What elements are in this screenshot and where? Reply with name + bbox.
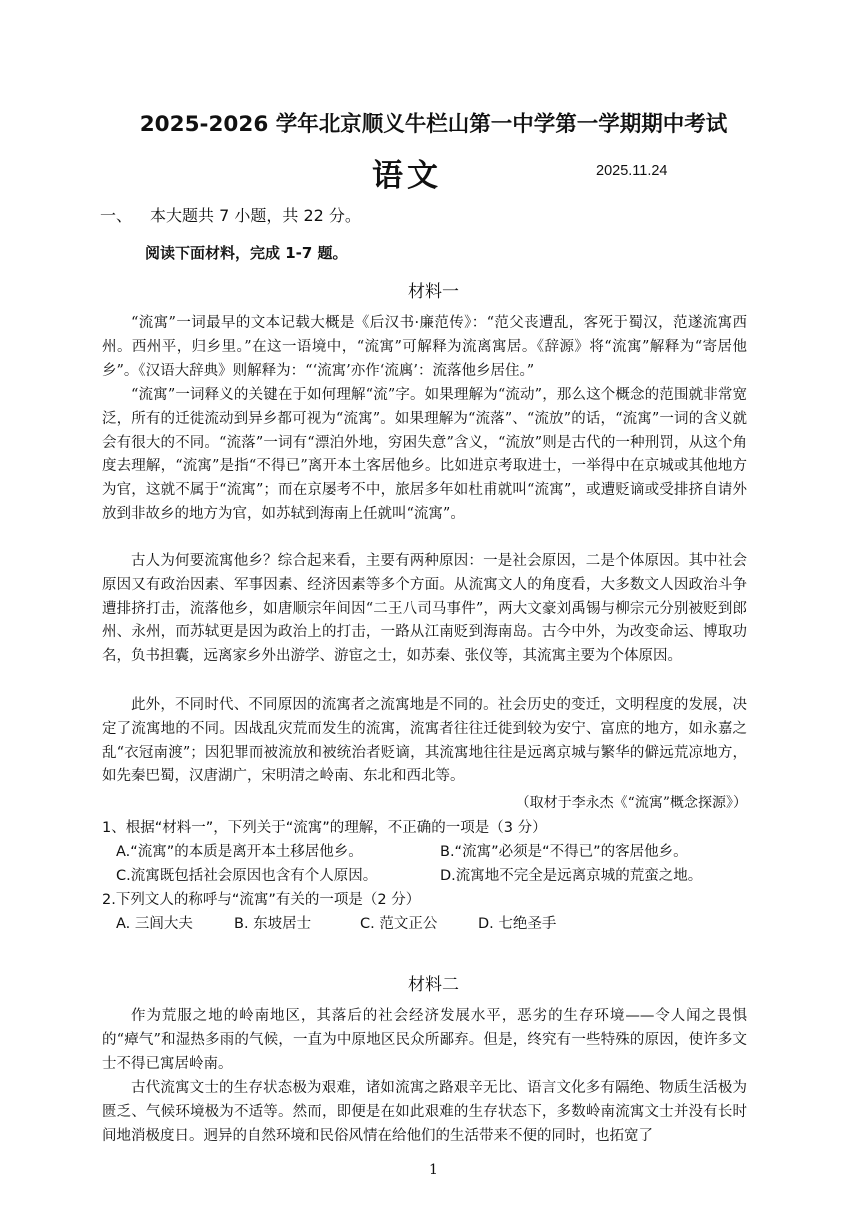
- material2-paragraph: 古代流寓文士的生存状态极为艰难，诸如流寓之路艰辛无比、语言文化多有隔绝、物质生活极为匮乏、气候环境极为不适等。然而，即便是在如此艰难的生存状态下，多数岭南流寓文士并没有长时间地消极度日。迥异的自然环境和民俗风情在给他们的生活带来不便的同时，也拓宽了: [102, 1080, 747, 1144]
- question-2-option-d: D. 七绝圣手: [478, 916, 557, 932]
- exam-date: 2025.11.24: [596, 163, 668, 179]
- reading-instruction: 阅读下面材料，完成 1-7 题。: [145, 244, 348, 262]
- exam-title: 2025-2026 学年北京顺义牛栏山第一中学第一学期期中考试: [139, 112, 728, 137]
- material2-title: 材料二: [408, 975, 459, 995]
- section-number: 一、: [100, 206, 133, 225]
- section-description: 本大题共 7 小题，共 22 分。: [150, 206, 361, 225]
- question-2-stem: 2.下列文人的称呼与“流寓”有关的一项是（2 分）: [102, 892, 421, 908]
- question-1-option-d: D.流寓地不完全是远离京城的荒蛮之地。: [440, 868, 703, 884]
- material1-title: 材料一: [408, 282, 459, 302]
- material2-paragraph: 作为荒服之地的岭南地区，其落后的社会经济发展水平，恶劣的生存环境——令人闻之畏惧的“瘴气”和湿热多雨的气候，一直为中原地区民众所鄙弃。但是，终究有一些特殊的原因，使许多文士不得已寓居岭南。: [102, 1008, 747, 1072]
- question-2-option-a: A. 三闾大夫: [116, 916, 193, 932]
- question-1-option-b: B.“流寓”必须是“不得已”的客居他乡。: [440, 844, 688, 860]
- material1-paragraph: 此外，不同时代、不同原因的流寓者之流寓地是不同的。社会历史的变迁，文明程度的发展，决定了流寓地的不同。因战乱灾荒而发生的流寓，流寓者往往迁徙到较为安宁、富庶的地方，如永嘉之乱“衣冠南渡”；因犯罪而被流放和被统治者贬谪，其流寓地往往是远离京城与繁华的僻远荒凉地方，如先秦巴蜀，汉唐湖广，宋明清之岭南、东北和西北等。: [102, 697, 747, 785]
- question-2-option-c: C. 范文正公: [360, 916, 438, 932]
- question-1-stem: 1、根据“材料一”，下列关于“流寓”的理解，不正确的一项是（3 分）: [102, 820, 547, 836]
- subject-title: 语文: [372, 158, 442, 194]
- material1-paragraph: 古人为何要流寓他乡？综合起来看，主要有两种原因：一是社会原因，二是个体原因。其中社会原因又有政治因素、军事因素、经济因素等多个方面。从流寓文人的角度看，大多数文人因政治斗争遭排挤打击，流落他乡，如唐顺宗年间因“二王八司马事件”，两大文豪刘禹锡与柳宗元分别被贬到郎州、永州，而苏轼更是因为政治上的打击，一路从江南贬到海南岛。古今中外，为改变命运、博取功名，负书担囊，远离家乡外出游学、游宦之士，如苏秦、张仪等，其流寓主要为个体原因。: [102, 553, 747, 665]
- question-2-option-b: B. 东坡居士: [234, 916, 312, 932]
- section-heading: [100, 203, 361, 226]
- material1-paragraph: “流寓”一词最早的文本记载大概是《后汉书·廉范传》：“范父丧遭乱，客死于蜀汉，范遂流寓西州。西州平，归乡里。”在这一语境中，“流寓”可解释为流离寓居。《辞源》将“流寓”解释为“寄居他乡”。《汉语大辞典》则解释为：“‘流寓’亦作‘流庽’：流落他乡居住。”: [102, 315, 747, 379]
- material1-source: （取材于李永杰《“流寓”概念探源》）: [515, 795, 747, 811]
- material1-paragraph: “流寓”一词释义的关键在于如何理解“流”字。如果理解为“流动”，那么这个概念的范围就非常宽泛，所有的迁徙流动到异乡都可视为“流寓”。如果理解为“流落”、“流放”的话，“流寓”一词的含义就会有很大的不同。“流落”一词有“漂泊外地，穷困失意”含义，“流放”则是古代的一种刑罚，从这个角度去理解，“流寓”是指“不得已”离开本土客居他乡。比如进京考取进士，一举得中在京城或其他地方为官，这就不属于“流寓”；而在京屡考不中，旅居多年如杜甫就叫“流寓”，或遭贬谪或受排挤自请外放到非故乡的地方为官，如苏轼到海南上任就叫“流寓”。: [102, 387, 747, 522]
- question-1-option-c: C.流寓既包括社会原因也含有个人原因。: [116, 868, 378, 884]
- page-number: 1: [429, 1162, 438, 1178]
- question-1-option-a: A.“流寓”的本质是离开本土移居他乡。: [116, 844, 363, 860]
